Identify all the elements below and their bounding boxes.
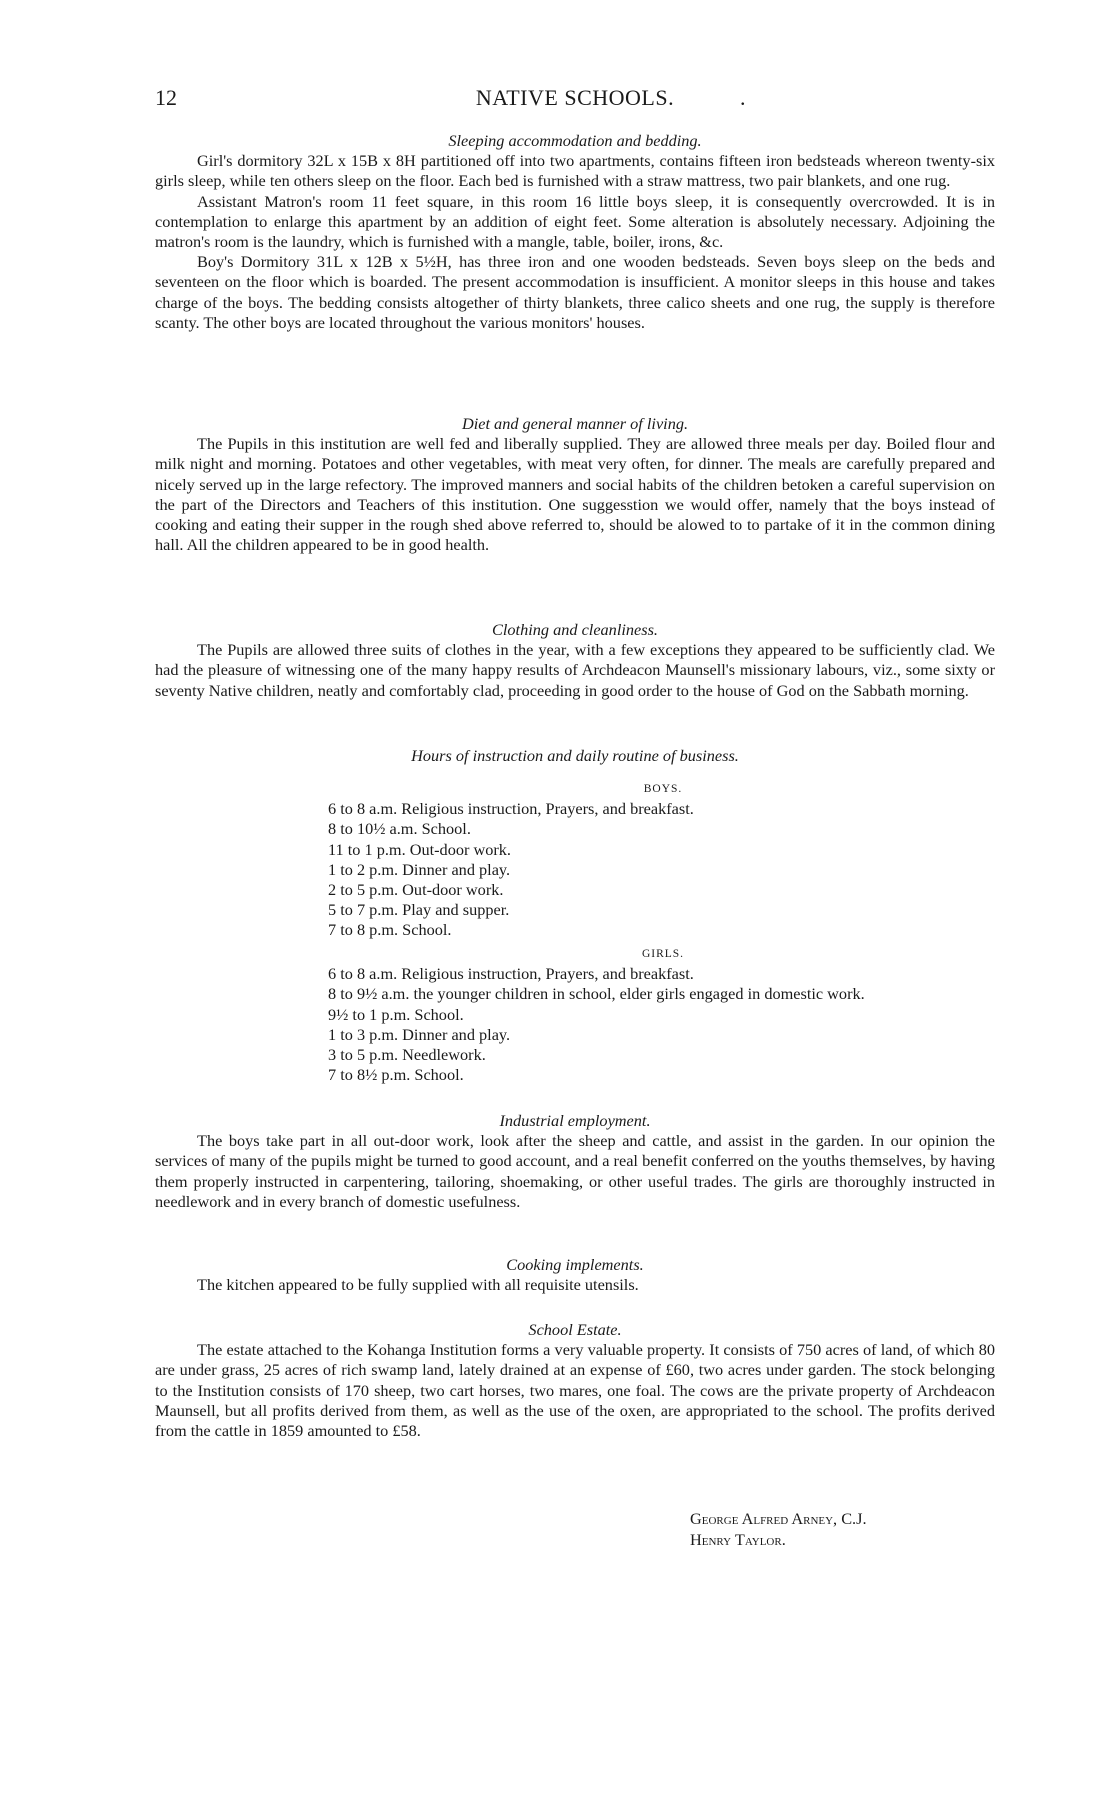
- schedule-line: 1 to 3 p.m. Dinner and play.: [328, 1024, 511, 1044]
- schedule-line: 3 to 5 p.m. Needlework.: [328, 1045, 486, 1065]
- section-heading: Hours of instruction and daily routine of business.: [411, 746, 739, 765]
- section-heading: Sleeping accommodation and bedding.: [448, 131, 702, 150]
- section-sleeping: [155, 131, 995, 333]
- header-dot: .: [740, 85, 746, 110]
- signature-line: Henry Taylor.: [690, 1530, 786, 1549]
- schedule-label-boys: BOYS.: [643, 783, 683, 795]
- paragraph: Assistant Matron's room 11 feet square, in this room 16 little boys sleep, it is consequently overcrowded. It is in contemplation to enlarge this apartment by an addition of eight feet. Some alteration is absolutely necessary. Adjoining the matron's room is the laundry, which is furnished with a mangle, table, boiler, irons, &c.: [155, 191, 995, 252]
- schedule-label-girls: GIRLS.: [641, 948, 685, 960]
- signature-line: George Alfred Arney, C.J.: [690, 1509, 867, 1528]
- section-cooking: [155, 1255, 995, 1295]
- section-clothing: [155, 620, 995, 701]
- boys-schedule: [328, 779, 998, 941]
- schedule-line: 9½ to 1 p.m. School.: [328, 1004, 464, 1024]
- schedule-line: 6 to 8 a.m. Religious instruction, Prayers, and breakfast.: [328, 964, 694, 984]
- girls-schedule: [328, 944, 998, 1085]
- page-number: 12: [155, 85, 177, 110]
- paragraph: The Pupils in this institution are well fed and liberally supplied. They are allowed three meals per day. Boiled flour and milk night and morning. Potatoes and other vegetables, with meat very often, for dinner. The meals are carefully prepared and nicely served up in the large refectory. The improved manners and social habits of the children betoken a careful supervision on the part of the Directors and Teachers of this institution. One suggesstion we would offer, namely that the boys instead of cooking and eating their supper in the rough shed above referred to, should be alowed to to partake of it in the common dining hall. All the children appeared to be in good health.: [155, 434, 995, 555]
- schedule-line: 7 to 8½ p.m. School.: [328, 1065, 464, 1085]
- section-hours: [155, 746, 995, 766]
- paragraph: The Pupils are allowed three suits of clothes in the year, with a few exceptions they appeared to be sufficiently clad. We had the pleasure of witnessing one of the many happy results of Archdeacon Maunsell's missionary labours, viz., some sixty or seventy Native children, neatly and comfortably clad, proceeding in good order to the house of God on the Sabbath morning.: [155, 640, 995, 700]
- section-heading: Clothing and cleanliness.: [492, 620, 658, 639]
- schedule-line: 6 to 8 a.m. Religious instruction, Prayers, and breakfast.: [328, 799, 694, 819]
- schedule-line: 5 to 7 p.m. Play and supper.: [328, 900, 510, 920]
- section-heading: Cooking implements.: [506, 1255, 644, 1274]
- section-heading: Diet and general manner of living.: [461, 414, 689, 433]
- schedule-line: 7 to 8 p.m. School.: [328, 920, 452, 940]
- paragraph: The boys take part in all out-door work, look after the sheep and cattle, and assist in the garden. In our opinion the services of many of the pupils might be turned to good account, and a real benefit conferred on the youths themselves, by having them properly instructed in carpentering, tailoring, shoemaking, or other useful trades. The girls are thoroughly instructed in needlework and in every branch of domestic usefulness.: [155, 1131, 995, 1211]
- schedule-line: 11 to 1 p.m. Out-door work.: [328, 839, 511, 859]
- paragraph: Boy's Dormitory 31L x 12B x 5½H, has three iron and one wooden bedsteads. Seven boys sleep on the beds and seventeen on the floor which is boarded. The present accommodation is insufficient. A monitor sleeps in this house and takes charge of the boys. The bedding consists altogether of thirty blankets, three calico sheets and one rug, the supply is therefore scanty. The other boys are located throughout the various monitors' houses.: [155, 252, 995, 332]
- paragraph: The estate attached to the Kohanga Institution forms a very valuable property. It consists of 750 acres of land, of which 80 are under grass, 25 acres of rich swamp land, lately drained at an expense of £60, two acres under garden. The stock belonging to the Institution consists of 170 sheep, two cart horses, two mares, one foal. The cows are the private property of Archdeacon Maunsell, but all profits derived from them, as well as the use of the oxen, are appropriated to the school. The profits derived from the cattle in 1859 amounted to £58.: [155, 1340, 995, 1441]
- schedule-line: 8 to 10½ a.m. School.: [328, 819, 471, 839]
- paragraph: Girl's dormitory 32L x 15B x 8H partitioned off into two apartments, contains fifteen iron bedsteads whereon twenty-six girls sleep, while ten others sleep on the floor. Each bed is furnished with a straw mattress, two pair blankets, and one rug.: [155, 151, 995, 191]
- page-header: [155, 85, 995, 116]
- signature-block: [690, 1508, 867, 1550]
- section-diet: [155, 414, 995, 555]
- section-heading: Industrial employment.: [499, 1111, 651, 1130]
- schedule-line: 2 to 5 p.m. Out-door work.: [328, 880, 504, 900]
- section-estate: [155, 1320, 995, 1441]
- schedule-line: 1 to 2 p.m. Dinner and play.: [328, 859, 511, 879]
- schedule-line: 8 to 9½ a.m. the younger children in school, elder girls engaged in domestic work.: [328, 984, 865, 1004]
- page-title: NATIVE SCHOOLS.: [475, 85, 675, 110]
- section-industrial: [155, 1111, 995, 1212]
- paragraph: The kitchen appeared to be fully supplied with all requisite utensils.: [197, 1275, 639, 1295]
- section-heading: School Estate.: [528, 1320, 622, 1339]
